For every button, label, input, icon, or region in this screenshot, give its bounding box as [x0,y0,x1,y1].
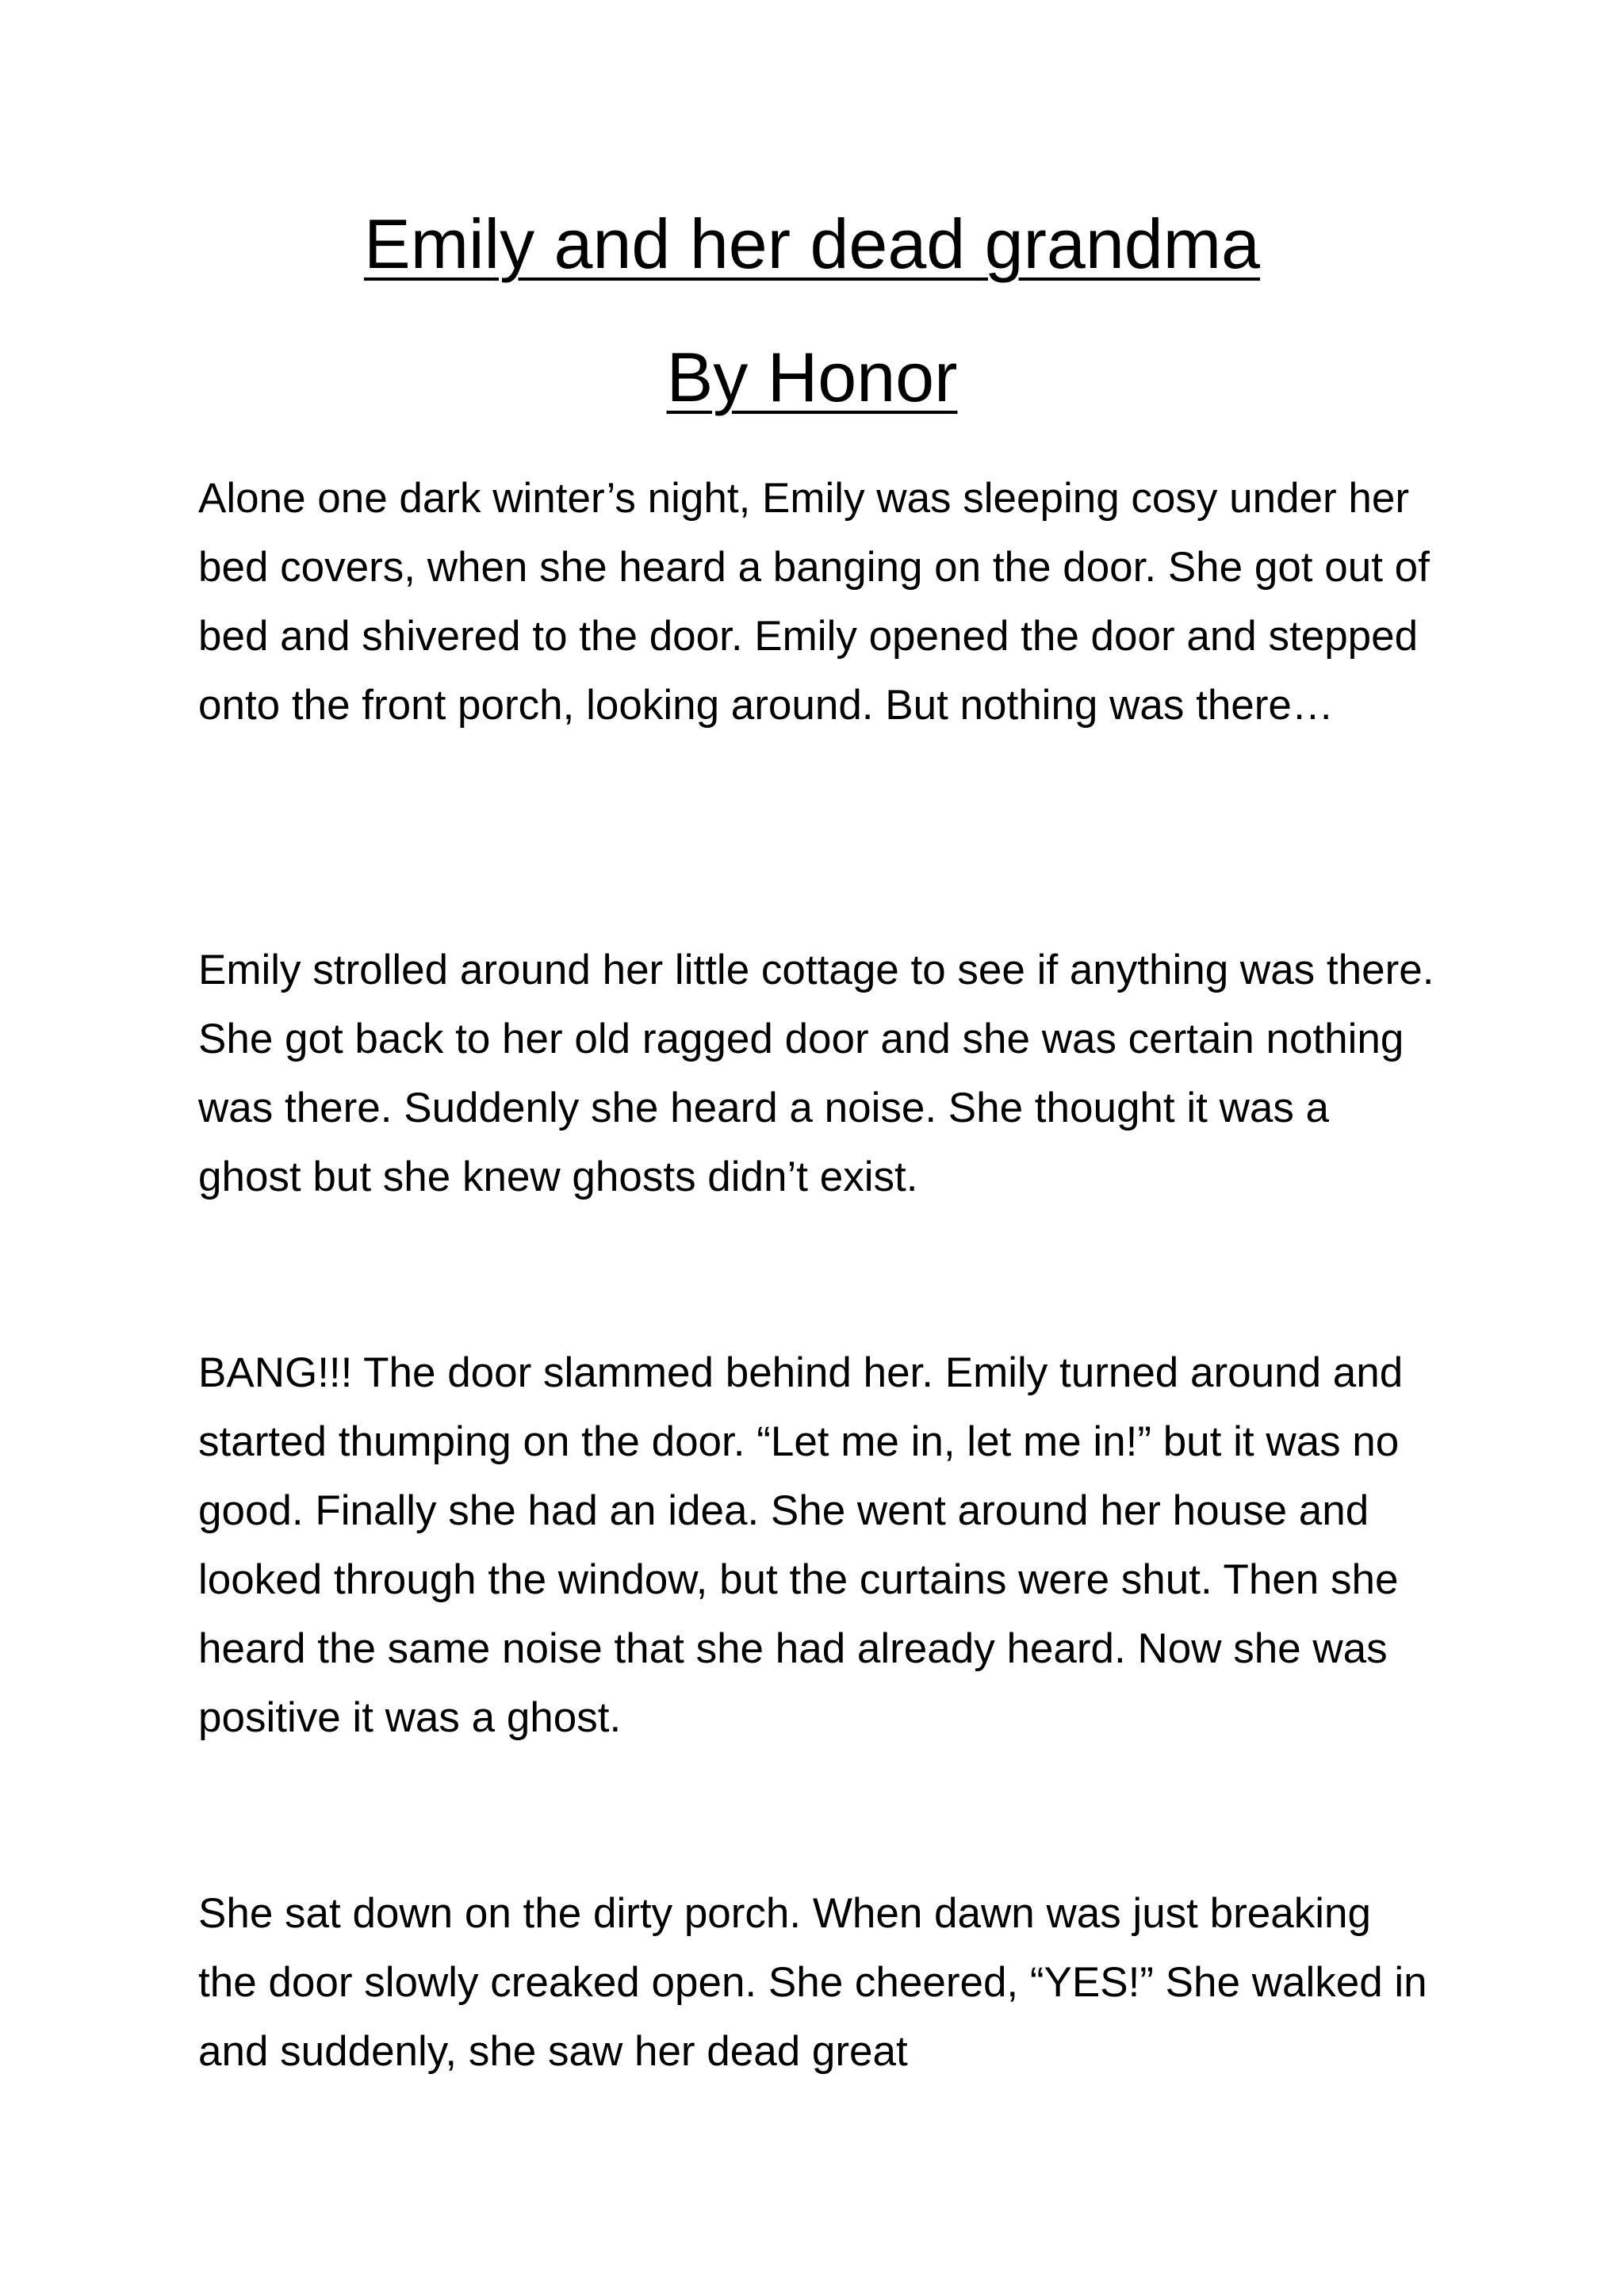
paragraph-2: Emily strolled around her little cottage to see if anything was there. She got back to her old ragged door and she was certain nothing was there. Suddenly she heard a noise. She thought it was a ghost but she knew ghosts didn’t exist. [198,947,1434,1200]
paragraph-1: Alone one dark winter’s night, Emily was sleeping cosy under her bed covers, when she heard a banging on the door. She got out of bed and shivered to the door. Emily opened the door and stepped onto the front porch, looking around. But nothing was there… [198,475,1430,729]
paragraph-3: BANG!!! The door slammed behind her. Emily turned around and started thumping on the door. “Let me in, let me in!” but it was no good. Finally she had an idea. She went around her house and looked through the window, but the curtains were shut. Then she heard the same noise that she had already heard. Now she was positive it was a ghost. [198,1349,1404,1741]
story-title-text: Emily and her dead grandma [364,205,1260,283]
author-line [0,338,1624,416]
paragraph-4: She sat down on the dirty porch. When dawn was just breaking the door slowly creaked open. She cheered, “YES!” She walked in and suddenly, she saw her dead great [198,1890,1427,2075]
story-title [0,205,1624,283]
author-line-text: By Honor [666,338,958,416]
